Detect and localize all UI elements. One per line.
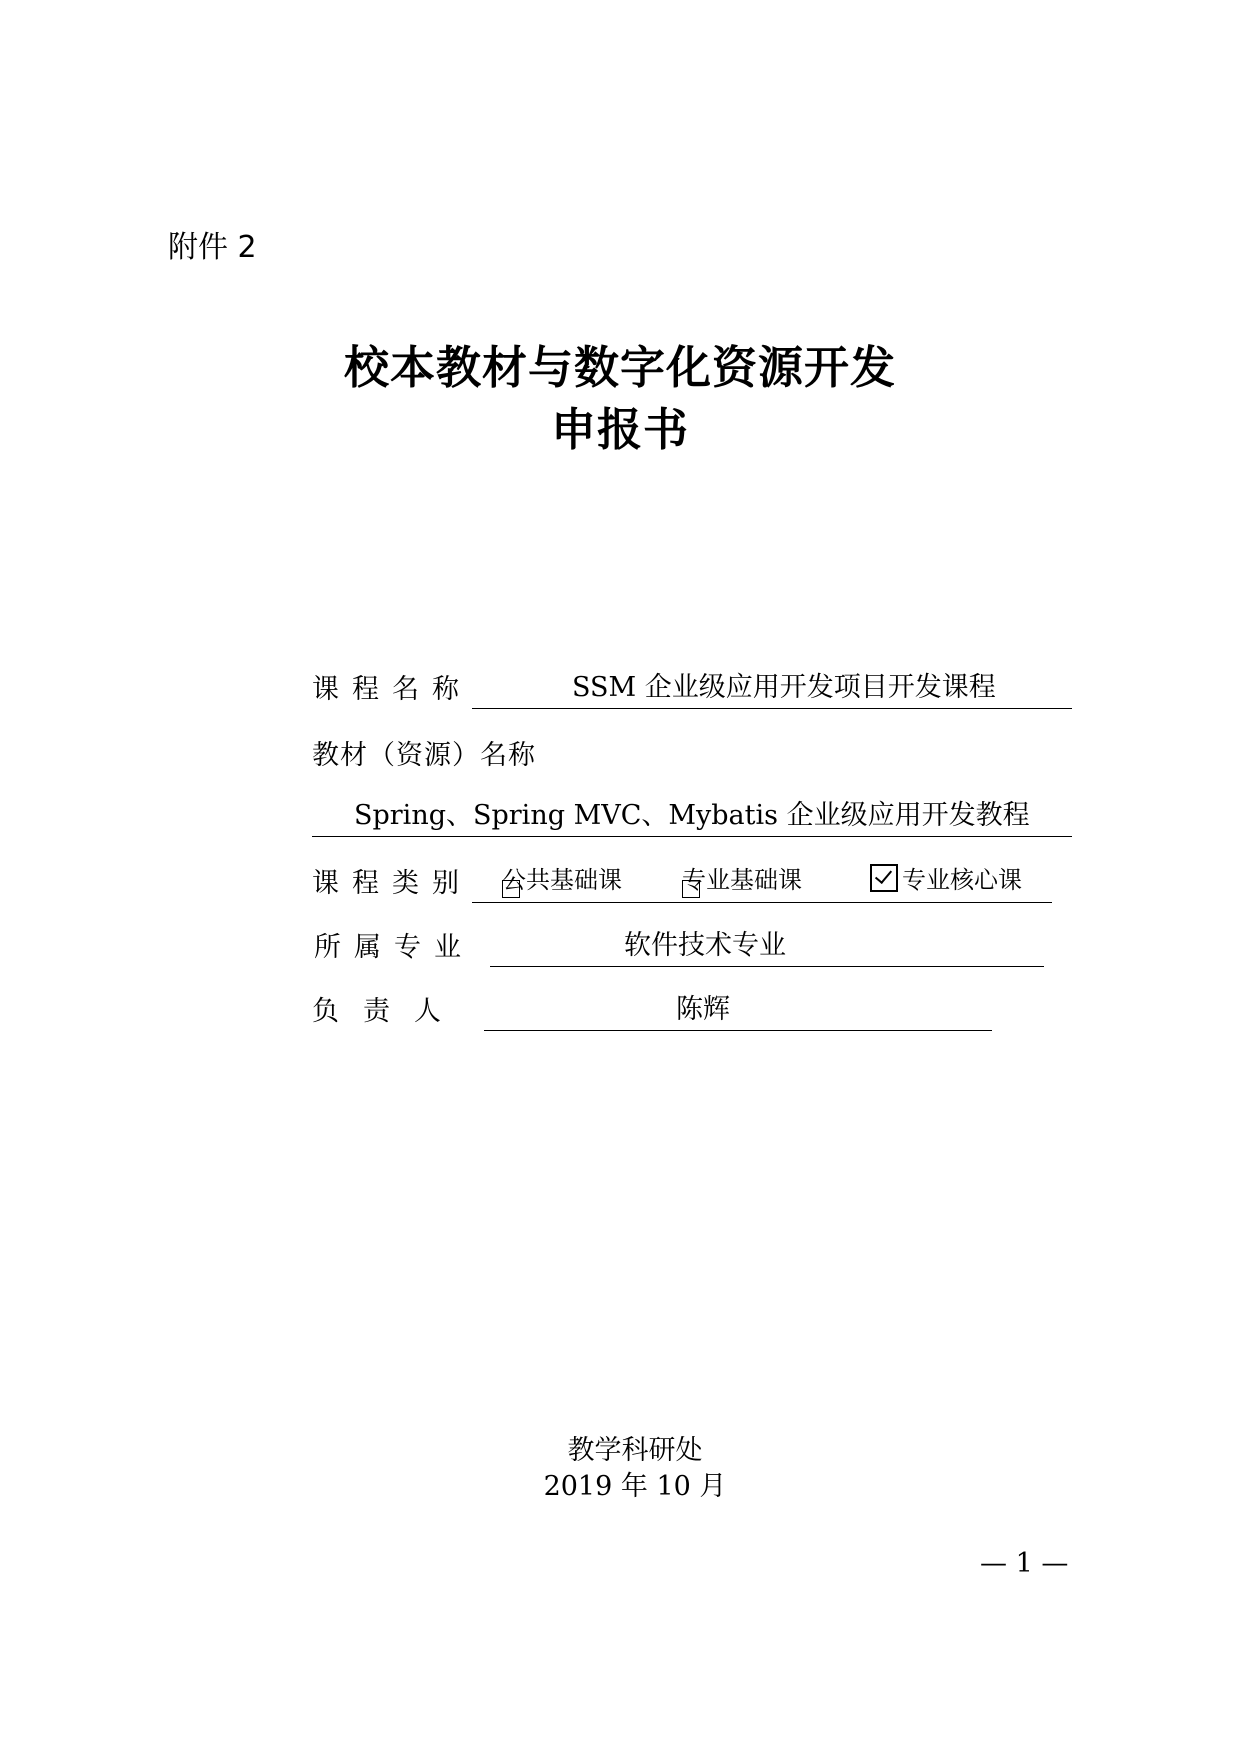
page-number: — 1 —	[980, 1548, 1069, 1579]
owner-label: 负责人	[312, 996, 465, 1027]
material-name-field[interactable]	[312, 800, 1072, 837]
category-option-label: 专业基础课	[682, 866, 802, 894]
course-name-value: SSM 企业级应用开发项目开发课程	[572, 672, 996, 703]
major-value: 软件技术专业	[624, 930, 786, 961]
document-title: 校本教材与数字化资源开发	[343, 341, 896, 394]
document-subtitle: 申报书	[550, 403, 689, 456]
checkbox-checked-icon[interactable]	[870, 864, 898, 892]
course-name-label: 课程名称	[312, 674, 472, 705]
owner-row	[312, 994, 1002, 1034]
major-label: 所属专业	[314, 932, 474, 963]
owner-value: 陈辉	[676, 994, 730, 1025]
course-name-row	[312, 672, 1072, 712]
material-name-label: 教材（资源）名称	[312, 740, 536, 771]
major-field[interactable]	[490, 930, 1044, 967]
course-name-field[interactable]	[472, 672, 1072, 709]
major-row	[314, 930, 1044, 970]
category-option-label: 专业核心课	[902, 866, 1022, 894]
category-option-label: 公共基础课	[502, 866, 622, 894]
category-option-major-core[interactable]	[870, 864, 1022, 900]
attachment-label: 附件 2	[168, 230, 257, 265]
material-name-row	[312, 800, 1072, 840]
material-name-label-row	[312, 738, 712, 778]
course-category-label: 课程类别	[312, 868, 472, 899]
department-name: 教学科研处	[567, 1435, 703, 1466]
course-category-field	[472, 866, 1052, 903]
document-date: 2019 年 10 月	[543, 1471, 727, 1502]
owner-field[interactable]	[484, 994, 992, 1031]
material-name-value: Spring、Spring MVC、Mybatis 企业级应用开发教程	[354, 800, 1030, 831]
course-category-row	[312, 866, 1052, 906]
